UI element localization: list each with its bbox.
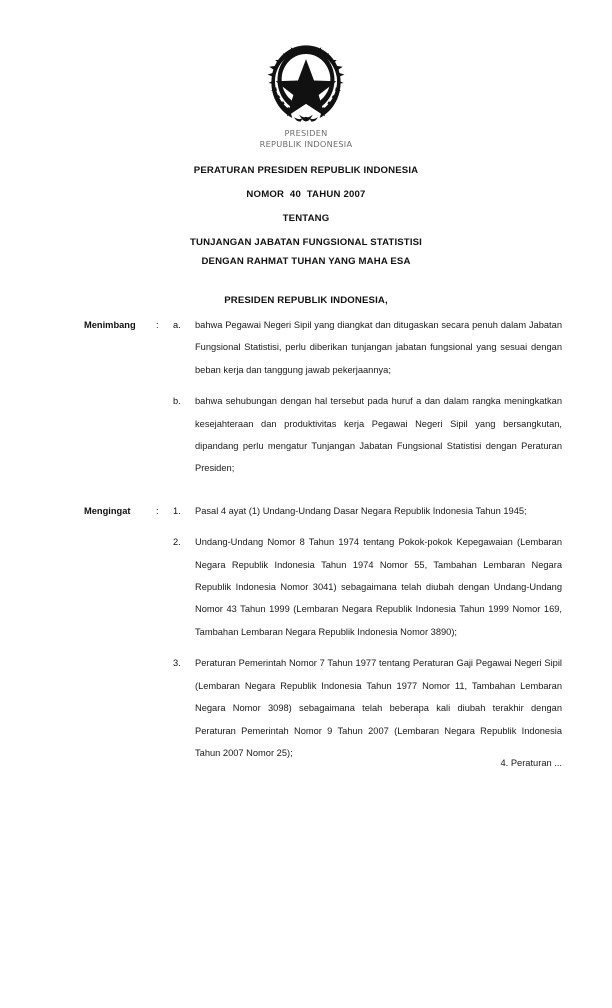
clause-item-text: Pasal 4 ayat (1) Undang-Undang Dasar Negara Republik Indonesia Tahun 1945; xyxy=(195,505,527,516)
clause-item-text: bahwa sehubungan dengan hal tersebut pada huruf a dan dalam rangka meningkatkan kesejahteraan dan produktivitas kerja Pegawai Negeri Sipil yang bersangkutan, dipandang perlu mengatur Tunjangan Jabatan Fungsional Statistisi dengan Peraturan Presiden; xyxy=(195,396,562,474)
decree-blessing: DENGAN RAHMAT TUHAN YANG MAHA ESA xyxy=(201,256,411,267)
decree-heading-block xyxy=(0,256,612,306)
clause-item xyxy=(173,531,562,643)
clause-item-text: Peraturan Pemerintah Nomor 7 Tahun 1977 tentang Peraturan Gaji Pegawai Negeri Sipil (Lembaran Negara Republik Indonesia Tahun 1977 Nomor 11, Tambahan Lembaran Negara Nomor 3098) sebagaimana telah beberapa kali diubah terakhir dengan Peraturan Pemerintah Nomor 9 Tahun 2007 (Lembaran Negara Republik Indonesia Tahun 2007 Nomor 25); xyxy=(195,658,562,758)
clause-row-menimbang xyxy=(84,314,562,480)
clause-item xyxy=(173,314,562,381)
clause-items-mengingat xyxy=(173,500,562,764)
clause-label-mengingat: Mengingat xyxy=(84,505,131,516)
document-title-block xyxy=(0,165,612,248)
clause-colon-menimbang: : xyxy=(156,320,159,330)
letterhead-caption xyxy=(0,128,612,150)
clause-items-menimbang xyxy=(173,314,562,480)
title-about-label: TENTANG xyxy=(282,213,330,224)
decree-authority: PRESIDEN REPUBLIK INDONESIA, xyxy=(224,295,388,306)
letterhead-caption-line-1: PRESIDEN xyxy=(284,128,328,138)
clause-item-text: Undang-Undang Nomor 8 Tahun 1974 tentang Pokok-pokok Kepegawaian (Lembaran Negara Republik Indonesia Tahun 1974 Nomor 55, Tambahan Lembaran Negara Republik Indonesia Nomor 3041) sebagaimana telah diubah dengan Undang-Undang Nomor 43 Tahun 1999 (Lembaran Negara Republik Indonesia Tahun 1999 Nomor 169, Tambahan Lembaran Negara Republik Indonesia Nomor 3890); xyxy=(195,537,562,637)
clause-item-marker: b. xyxy=(173,396,181,407)
title-subject: TUNJANGAN JABATAN FUNGSIONAL STATISTISI xyxy=(189,237,422,248)
indonesia-presidential-seal-icon xyxy=(263,42,349,124)
letterhead-caption-line-2: REPUBLIK INDONESIA xyxy=(259,139,353,149)
title-regulation-type: PERATURAN PRESIDEN REPUBLIK INDONESIA xyxy=(193,165,419,176)
clause-item-marker: 1. xyxy=(173,505,181,516)
clause-item xyxy=(173,390,562,480)
clause-colon-mengingat: : xyxy=(156,505,159,516)
clause-item xyxy=(173,652,562,764)
clause-row-mengingat xyxy=(84,500,562,764)
clause-item-text: bahwa Pegawai Negeri Sipil yang diangkat dan ditugaskan secara penuh dalam Jabatan Fungsional Statistisi, perlu diberikan tunjangan jabatan fungsional yang sesuai dengan beban kerja dan tanggung jawab pekerjaannya; xyxy=(195,320,562,375)
clause-item xyxy=(173,500,562,522)
clause-item-marker: 2. xyxy=(173,537,181,548)
title-number: NOMOR 40 TAHUN 2007 xyxy=(246,189,366,200)
clause-item-marker: 3. xyxy=(173,658,181,669)
page-continuation-marker: 4. Peraturan ... xyxy=(500,758,562,768)
clause-item-marker: a. xyxy=(173,320,181,330)
clauses-section xyxy=(84,314,562,764)
letterhead xyxy=(0,42,612,150)
clause-label-menimbang: Menimbang xyxy=(84,320,136,330)
